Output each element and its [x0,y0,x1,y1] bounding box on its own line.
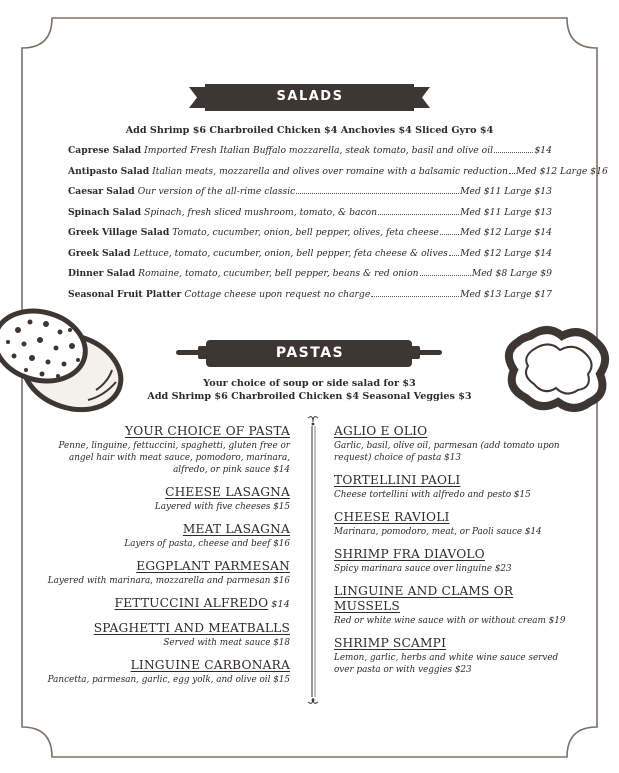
pasta-item: SHRIMP SCAMPI Lemon, garlic, herbs and white wine sauce served over pasta or with veggies $23 [334,636,559,675]
pastas-heading: PASTAS [275,345,345,361]
salad-item: Seasonal Fruit Platter Cottage cheese upon request no charge Med $13 Large $17 [68,288,552,300]
pasta-item: TORTELLINI PAOLI Cheese tortellini with alfredo and pesto $15 [334,473,531,500]
pasta-item: FETTUCCINI ALFREDO $14 [114,596,290,610]
salad-item: Antipasto Salad Italian meats, mozzarella and olives over romaine with a balsamic reduction Med $12 Large $16 [68,165,608,177]
salad-item: Caesar Salad Our version of the all-rime classic Med $11 Large $13 [68,186,552,197]
salads-heading: SALADS [276,89,344,104]
pasta-item: YOUR CHOICE OF PASTA Penne, linguine, fettuccini, spaghetti, gluten free or angel hair with meat sauce, pomodoro, marinara, alfredo, or pink sauce $14 [58,424,290,475]
pasta-column-left [38,424,290,695]
salad-item: Greek Salad Lettuce, tomato, cucumber, onion, bell pepper, feta cheese & olives Med $12 Large $14 [68,247,552,259]
pasta-item: MEAT LASAGNA Layers of pasta, cheese and beef $16 [124,522,290,549]
pasta-item: CHEESE RAVIOLI Marinara, pomodoro, meat, or Paoli sauce $14 [334,510,542,537]
salad-item: Dinner Salad Romaine, tomato, cucumber, bell pepper, beans & red onion Med $8 Large $9 [68,268,552,279]
salad-item: Spinach Salad Spinach, fresh sliced mushroom, tomato, & bacon Med $11 Large $13 [68,206,552,218]
pasta-item: AGLIO E OLIO Garlic, basil, olive oil, parmesan (add tomato upon request) choice of pasta $13 [334,424,560,463]
salads-addons: Add Shrimp $6 Charbroiled Chicken $4 Anchovies $4 Sliced Gyro $4 [125,125,494,136]
pasta-item: LINGUINE AND CLAMS OR MUSSELS Red or white wine sauce with or without cream $19 [334,584,566,626]
pasta-item: EGGPLANT PARMESAN Layered with marinara, mozzarella and parmesan $16 [47,559,290,586]
pastas-subtitle-2: Add Shrimp $6 Charbroiled Chicken $4 Seasonal Veggies $3 [147,391,472,402]
pasta-item: SPAGHETTI AND MEATBALLS Served with meat sauce $18 [93,621,290,648]
salad-item: Greek Village Salad Tomato, cucumber, onion, bell pepper, olives, feta cheese Med $12 Large $14 [68,227,552,238]
pastas-subtitle-1: Your choice of soup or side salad for $3 [203,378,416,389]
pasta-item: CHEESE LASAGNA Layered with five cheeses $15 [154,485,290,512]
pasta-item: SHRIMP FRA DIAVOLO Spicy marinara sauce over linguine $23 [334,547,512,574]
pasta-item: LINGUINE CARBONARA Pancetta, parmesan, garlic, egg yolk, and olive oil $15 [47,658,290,685]
pasta-column-right [334,424,570,685]
salad-item: Caprese Salad Imported Fresh Italian Buffalo mozzarella, steak tomato, basil and olive oil $14 [68,145,552,156]
